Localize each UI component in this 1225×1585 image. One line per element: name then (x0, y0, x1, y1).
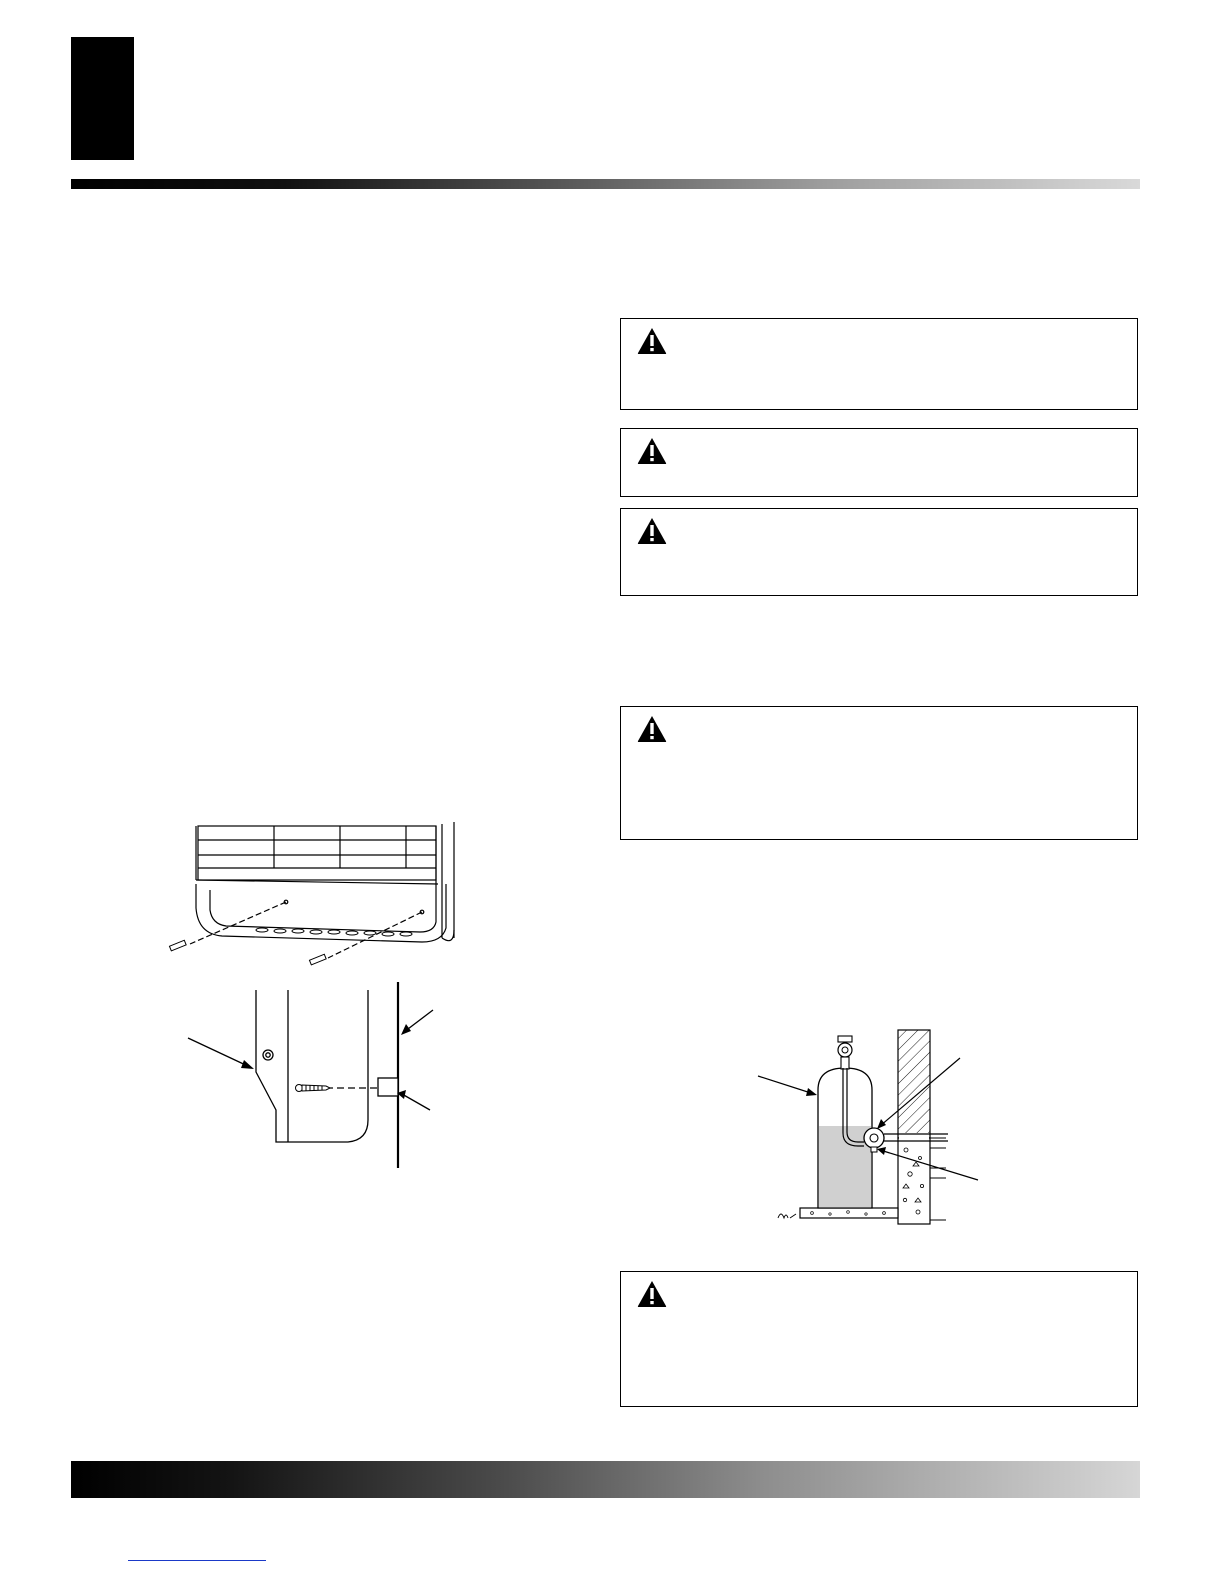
warning-triangle-icon (637, 1280, 667, 1308)
warning-box-3 (620, 508, 1138, 596)
propane-tank-regulator-figure (750, 1028, 990, 1233)
section-tab-block (71, 37, 134, 160)
warning-triangle-icon (637, 517, 667, 545)
warning-triangle-icon (637, 437, 667, 465)
warning-box-1 (620, 318, 1138, 410)
heater-base-screws-figure (160, 818, 480, 970)
wall-anchor-detail-figure (180, 980, 450, 1175)
warning-box-2 (620, 428, 1138, 497)
warning-box-5 (620, 1271, 1138, 1407)
warning-triangle-icon (637, 715, 667, 743)
header-rule (71, 179, 1140, 189)
warning-box-4 (620, 706, 1138, 840)
footer-link-underline[interactable] (128, 1560, 266, 1561)
warning-triangle-icon (637, 327, 667, 355)
footer-rule (71, 1461, 1140, 1498)
